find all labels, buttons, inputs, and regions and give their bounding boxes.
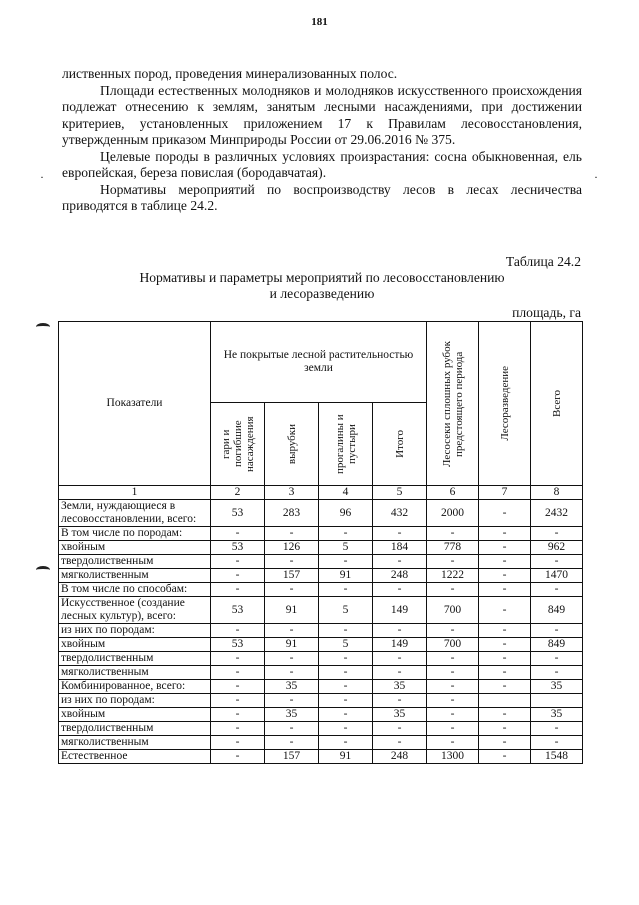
cell-col8: 1548 <box>531 750 583 764</box>
cell-col7: - <box>479 708 531 722</box>
column-number-5: 5 <box>373 486 427 500</box>
header-indicators: Показатели <box>59 322 211 486</box>
cell-col2: 53 <box>211 500 265 527</box>
cell-col6: - <box>427 708 479 722</box>
cell-col7: - <box>479 736 531 750</box>
cell-col5: - <box>373 666 427 680</box>
table-row <box>59 652 583 666</box>
cell-col3: - <box>265 652 319 666</box>
body-text <box>62 66 582 215</box>
cell-col5: - <box>373 624 427 638</box>
column-number-3: 3 <box>265 486 319 500</box>
table-row <box>59 569 583 583</box>
cell-col3: - <box>265 736 319 750</box>
table-row <box>59 722 583 736</box>
cell-col4: - <box>319 527 373 541</box>
cell-col4: - <box>319 708 373 722</box>
cell-col2: 53 <box>211 541 265 555</box>
header-col7 <box>479 322 531 486</box>
cell-col7: - <box>479 555 531 569</box>
cell-col4: 5 <box>319 541 373 555</box>
paragraph-1: лиственных пород, проведения минерализованных полос. <box>62 66 398 81</box>
column-number-7: 7 <box>479 486 531 500</box>
cell-col4: - <box>319 555 373 569</box>
units-label: площадь, га <box>512 305 581 320</box>
cell-col4: - <box>319 624 373 638</box>
cell-col8 <box>531 694 583 708</box>
column-number-4: 4 <box>319 486 373 500</box>
margin-mark-2 <box>36 566 50 574</box>
cell-col5: 149 <box>373 638 427 652</box>
row-label: хвойным <box>59 638 211 652</box>
row-label: Искусственное (создание лесных культур), всего: <box>59 597 211 624</box>
cell-col2: - <box>211 652 265 666</box>
cell-col2: - <box>211 527 265 541</box>
cell-col5: - <box>373 694 427 708</box>
cell-col4: 5 <box>319 638 373 652</box>
cell-col2: - <box>211 569 265 583</box>
column-number-2: 2 <box>211 486 265 500</box>
row-label: Комбинированное, всего: <box>59 680 211 694</box>
table-row <box>59 666 583 680</box>
cell-col3: - <box>265 555 319 569</box>
cell-col3: 91 <box>265 597 319 624</box>
cell-col8: 849 <box>531 638 583 652</box>
cell-col3: - <box>265 624 319 638</box>
cell-col7: - <box>479 527 531 541</box>
table-title <box>62 270 582 302</box>
cell-col7 <box>479 694 531 708</box>
cell-col2: 53 <box>211 638 265 652</box>
margin-dot-1: · <box>40 170 44 184</box>
row-label: мягколиственным <box>59 666 211 680</box>
cell-col3: 35 <box>265 680 319 694</box>
cell-col3: - <box>265 666 319 680</box>
table-row <box>59 500 583 527</box>
header-col8-text: Всего <box>550 390 563 417</box>
cell-col2: 53 <box>211 597 265 624</box>
row-label: хвойным <box>59 541 211 555</box>
cell-col5: - <box>373 527 427 541</box>
cell-col7: - <box>479 569 531 583</box>
cell-col6: - <box>427 722 479 736</box>
table-body <box>59 500 583 764</box>
cell-col8: - <box>531 736 583 750</box>
cell-col3: 157 <box>265 569 319 583</box>
cell-col8: 1470 <box>531 569 583 583</box>
cell-col4: - <box>319 736 373 750</box>
cell-col7: - <box>479 583 531 597</box>
header-col4 <box>319 403 373 486</box>
row-label: твердолиственным <box>59 555 211 569</box>
cell-col6: 778 <box>427 541 479 555</box>
cell-col7: - <box>479 597 531 624</box>
table-label: Таблица 24.2 <box>505 254 581 269</box>
header-col5-text: Итого <box>393 430 406 458</box>
cell-col8: - <box>531 555 583 569</box>
cell-col8: - <box>531 722 583 736</box>
cell-col6: - <box>427 694 479 708</box>
row-label: из них по породам: <box>59 624 211 638</box>
table-row <box>59 597 583 624</box>
cell-col6: 1300 <box>427 750 479 764</box>
header-col6 <box>427 322 479 486</box>
row-label: Естественное <box>59 750 211 764</box>
header-row-1 <box>59 322 583 403</box>
cell-col6: 700 <box>427 597 479 624</box>
table-row <box>59 624 583 638</box>
cell-col2: - <box>211 583 265 597</box>
cell-col7: - <box>479 624 531 638</box>
row-label: твердолиственным <box>59 652 211 666</box>
cell-col7: - <box>479 500 531 527</box>
cell-col2: - <box>211 555 265 569</box>
cell-col8: - <box>531 666 583 680</box>
row-label: В том числе по способам: <box>59 583 211 597</box>
cell-col4: - <box>319 694 373 708</box>
cell-col5: - <box>373 652 427 666</box>
header-col8 <box>531 322 583 486</box>
cell-col7: - <box>479 680 531 694</box>
cell-col7: - <box>479 750 531 764</box>
cell-col3: 91 <box>265 638 319 652</box>
row-label: хвойным <box>59 708 211 722</box>
cell-col2: - <box>211 708 265 722</box>
cell-col3: - <box>265 527 319 541</box>
table-row <box>59 527 583 541</box>
cell-col8: 2432 <box>531 500 583 527</box>
cell-col6: - <box>427 736 479 750</box>
cell-col4: - <box>319 680 373 694</box>
cell-col4: - <box>319 583 373 597</box>
row-label: твердолиственным <box>59 722 211 736</box>
column-number-8: 8 <box>531 486 583 500</box>
cell-col3: 157 <box>265 750 319 764</box>
table-row <box>59 736 583 750</box>
cell-col5: - <box>373 722 427 736</box>
cell-col5: 248 <box>373 569 427 583</box>
table-row <box>59 708 583 722</box>
cell-col7: - <box>479 652 531 666</box>
cell-col2: - <box>211 666 265 680</box>
cell-col7: - <box>479 638 531 652</box>
cell-col2: - <box>211 736 265 750</box>
cell-col3: 35 <box>265 708 319 722</box>
cell-col8: 962 <box>531 541 583 555</box>
row-label: мягколиственным <box>59 736 211 750</box>
cell-col2: - <box>211 694 265 708</box>
paragraph-3: Целевые породы в различных условиях произрастания: сосна обыкновенная, ель европейская, береза повислая (бородавчатая). <box>62 148 582 180</box>
row-label: из них по породам: <box>59 694 211 708</box>
cell-col7: - <box>479 541 531 555</box>
cell-col2: - <box>211 722 265 736</box>
cell-col5: - <box>373 736 427 750</box>
column-number-1: 1 <box>59 486 211 500</box>
header-col3-text: вырубки <box>285 423 298 465</box>
cell-col6: - <box>427 680 479 694</box>
table-row <box>59 750 583 764</box>
table-title-line-2: и лесоразведению <box>269 286 375 301</box>
cell-col5: - <box>373 583 427 597</box>
cell-col6: 2000 <box>427 500 479 527</box>
cell-col6: - <box>427 555 479 569</box>
paragraph-4: Нормативы мероприятий по воспроизводству лесов в лесах лесничества приводятся в таблице 24.2. <box>62 181 582 213</box>
cell-col3: - <box>265 722 319 736</box>
cell-col4: 91 <box>319 750 373 764</box>
header-col2-text: гари и погибшие насаждения <box>219 416 256 472</box>
cell-col4: 5 <box>319 597 373 624</box>
cell-col8: - <box>531 583 583 597</box>
cell-col2: - <box>211 680 265 694</box>
table-row <box>59 680 583 694</box>
table-row <box>59 555 583 569</box>
cell-col6: - <box>427 652 479 666</box>
header-col2 <box>211 403 265 486</box>
cell-col5: 35 <box>373 708 427 722</box>
cell-col3: - <box>265 694 319 708</box>
header-col5 <box>373 403 427 486</box>
cell-col4: - <box>319 722 373 736</box>
cell-col3: 126 <box>265 541 319 555</box>
cell-col2: - <box>211 624 265 638</box>
table-row <box>59 583 583 597</box>
norms-table <box>58 321 583 764</box>
cell-col5: - <box>373 555 427 569</box>
cell-col2: - <box>211 750 265 764</box>
header-not-covered: Не покрытые лесной растительностью земли <box>211 322 427 403</box>
cell-col8: 35 <box>531 708 583 722</box>
cell-col8: - <box>531 652 583 666</box>
cell-col6: 1222 <box>427 569 479 583</box>
cell-col5: 149 <box>373 597 427 624</box>
cell-col4: 91 <box>319 569 373 583</box>
cell-col4: 96 <box>319 500 373 527</box>
cell-col4: - <box>319 652 373 666</box>
column-number-row <box>59 486 583 500</box>
cell-col6: - <box>427 624 479 638</box>
table-row <box>59 541 583 555</box>
paragraph-2: Площади естественных молодняков и молодняков искусственного происхождения подлежат отнесению к землям, занятым лесными насаждениями, при достижении критериев, установленных приложением 17 к Правилам лесовосстановления, утвержденным приказом Минприроды России от 29.06.2016 № 375. <box>62 82 582 147</box>
cell-col5: 432 <box>373 500 427 527</box>
cell-col6: - <box>427 527 479 541</box>
table-row <box>59 638 583 652</box>
cell-col5: 248 <box>373 750 427 764</box>
page-number: 181 <box>311 16 328 28</box>
cell-col8: - <box>531 624 583 638</box>
margin-dot-2: · <box>594 170 598 184</box>
margin-mark-1 <box>36 323 50 331</box>
cell-col5: 35 <box>373 680 427 694</box>
cell-col7: - <box>479 666 531 680</box>
cell-col6: 700 <box>427 638 479 652</box>
cell-col3: - <box>265 583 319 597</box>
cell-col6: - <box>427 666 479 680</box>
table-row <box>59 694 583 708</box>
header-col7-text: Лесоразведение <box>498 366 511 441</box>
cell-col7: - <box>479 722 531 736</box>
header-col6-text: Лесосеки сплошных рубок предстоящего периода <box>440 340 465 467</box>
header-col4-text: прогалины и пустыри <box>333 414 358 474</box>
row-label: мягколиственным <box>59 569 211 583</box>
cell-col6: - <box>427 583 479 597</box>
column-number-6: 6 <box>427 486 479 500</box>
cell-col8: 849 <box>531 597 583 624</box>
cell-col8: 35 <box>531 680 583 694</box>
row-label: Земли, нуждающиеся в лесовосстановлении, всего: <box>59 500 211 527</box>
cell-col3: 283 <box>265 500 319 527</box>
row-label: В том числе по породам: <box>59 527 211 541</box>
cell-col5: 184 <box>373 541 427 555</box>
cell-col8: - <box>531 527 583 541</box>
table-title-line-1: Нормативы и параметры мероприятий по лесовосстановлению <box>139 270 505 285</box>
header-col3 <box>265 403 319 486</box>
cell-col4: - <box>319 666 373 680</box>
